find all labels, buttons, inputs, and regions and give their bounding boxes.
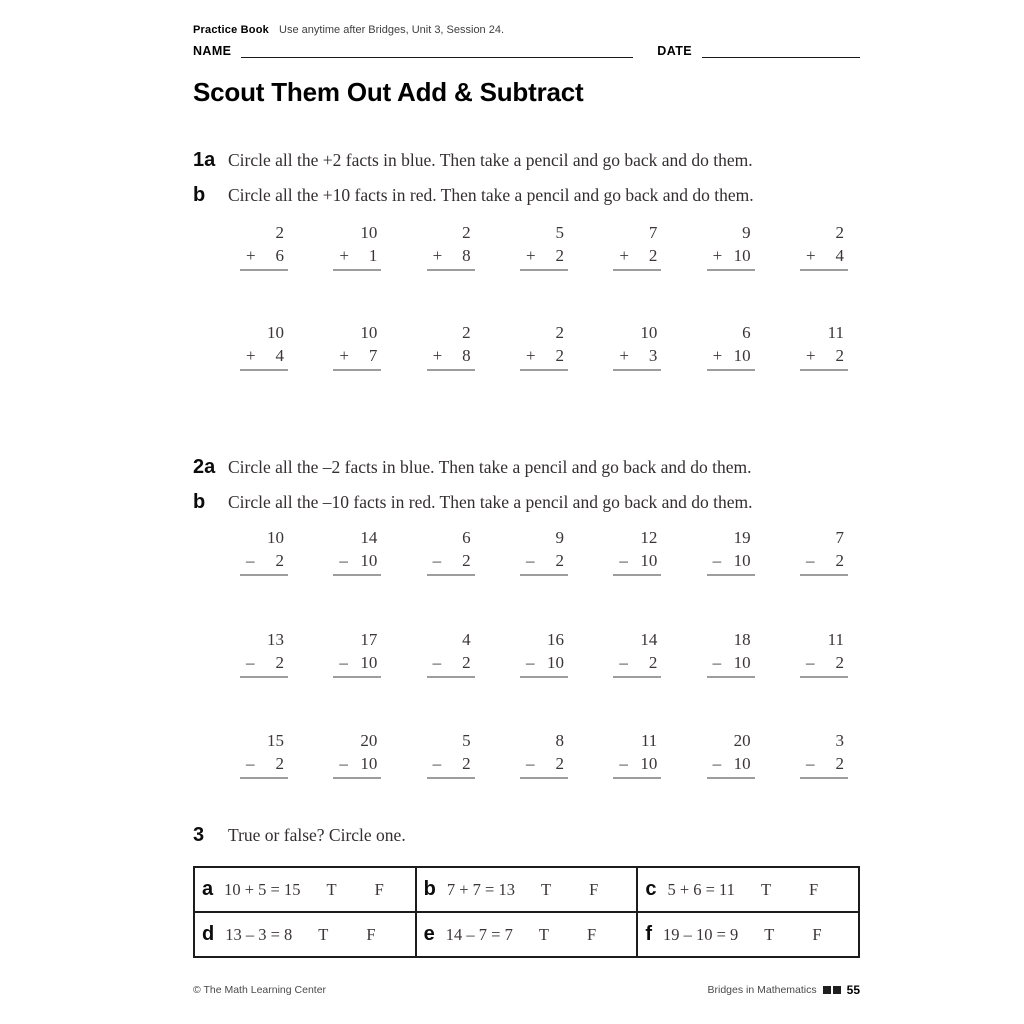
problem-operator: –: [712, 754, 722, 773]
math-problem: [240, 628, 288, 678]
section-2b: [193, 491, 873, 514]
section-2a-label: 2a: [193, 456, 216, 478]
section-1a: [193, 149, 873, 172]
problem-top-number: 14: [360, 528, 378, 547]
true-option: T: [538, 925, 549, 944]
item-equation: 13 – 3 = 8: [225, 925, 293, 944]
math-problem: [240, 729, 288, 779]
problem-bottom-number: 4: [835, 246, 844, 265]
problem-bottom-number: 10: [640, 551, 658, 570]
math-problem: [613, 221, 661, 271]
problem-bottom-number: 2: [462, 653, 471, 672]
copyright-text: © The Math Learning Center: [193, 984, 327, 996]
problem-top-number: 5: [462, 731, 471, 750]
practice-book-header: [193, 24, 504, 36]
problem-operator: –: [619, 653, 628, 672]
math-problem: [707, 321, 755, 371]
problem-bottom-number: 2: [275, 754, 284, 773]
problem-operator: +: [432, 346, 443, 365]
problem-bottom-number: 10: [733, 346, 751, 365]
section-2a-instruction: Circle all the –2 facts in blue. Then take a pencil and go back and do them.: [228, 457, 752, 477]
problem-operator: +: [712, 346, 723, 365]
problem-top-number: 4: [462, 630, 471, 649]
true-false-item-c: [637, 867, 859, 912]
math-problem: [520, 321, 568, 371]
section-1b-instruction: Circle all the +10 facts in red. Then take a pencil and go back and do them.: [228, 185, 754, 205]
false-option: F: [589, 880, 599, 899]
problem-bottom-number: 10: [360, 653, 378, 672]
problem-operator: +: [525, 346, 536, 365]
problem-top-number: 2: [275, 223, 284, 242]
problem-operator: +: [525, 246, 536, 265]
problem-operator: –: [525, 754, 535, 773]
math-problem: [707, 526, 755, 576]
problem-top-number: 7: [835, 528, 844, 547]
false-option: F: [586, 925, 597, 944]
answer-blank-line: [427, 269, 475, 271]
section-1b-label: b: [193, 184, 206, 206]
answer-blank-line: [707, 269, 755, 271]
problem-top-number: 11: [827, 630, 844, 649]
problem-operator: –: [432, 653, 442, 672]
problem-top-number: 17: [360, 630, 378, 649]
true-false-item-d: [194, 912, 416, 957]
problem-operator: +: [246, 246, 256, 265]
problem-bottom-number: 2: [275, 653, 284, 672]
item-equation: 14 – 7 = 7: [445, 925, 513, 944]
problem-operator: –: [712, 551, 722, 570]
problem-top-number: 2: [835, 223, 844, 242]
math-problem: [800, 628, 848, 678]
problem-top-number: 10: [360, 323, 378, 342]
problem-operator: +: [619, 246, 629, 265]
math-problem: [800, 321, 848, 371]
problem-bottom-number: 10: [733, 551, 751, 570]
false-option: F: [812, 925, 822, 944]
item-letter: c: [645, 878, 657, 900]
answer-blank-line: [613, 369, 661, 371]
answer-blank-line: [707, 777, 755, 779]
answer-blank-line: [240, 369, 288, 371]
problem-operator: +: [432, 246, 443, 265]
answer-blank-line: [427, 777, 475, 779]
math-problem: [240, 221, 288, 271]
problem-operator: –: [619, 754, 628, 773]
problem-bottom-number: 2: [555, 754, 564, 773]
problem-bottom-number: 2: [275, 551, 284, 570]
series-squares-icon: [823, 986, 841, 994]
problem-operator: –: [525, 551, 535, 570]
problem-bottom-number: 7: [368, 346, 378, 365]
date-blank-line: [702, 43, 860, 58]
subtraction-problems-row-2: [240, 628, 848, 678]
answer-blank-line: [613, 676, 661, 678]
math-problem: [613, 628, 661, 678]
addition-problems-row-1: [240, 221, 848, 271]
problem-bottom-number: 8: [462, 346, 471, 365]
problem-operator: +: [619, 346, 629, 365]
problem-operator: +: [339, 246, 349, 265]
problem-top-number: 5: [555, 223, 564, 242]
math-problem: [520, 729, 568, 779]
item-equation: 7 + 7 = 13: [446, 880, 515, 899]
answer-blank-line: [333, 369, 381, 371]
math-problem: [333, 628, 381, 678]
problem-operator: –: [805, 754, 815, 773]
answer-blank-line: [613, 574, 661, 576]
math-problem: [333, 321, 381, 371]
problem-operator: –: [805, 551, 815, 570]
answer-blank-line: [520, 574, 568, 576]
problem-top-number: 7: [648, 223, 658, 242]
math-problem: [240, 321, 288, 371]
footer-right: [708, 983, 861, 997]
problem-bottom-number: 10: [733, 653, 751, 672]
section-2a: [193, 456, 873, 479]
name-date-row: [193, 43, 860, 58]
problem-top-number: 2: [555, 323, 564, 342]
problem-bottom-number: 4: [275, 346, 284, 365]
problem-top-number: 2: [462, 323, 471, 342]
section-3-label: 3: [193, 824, 205, 846]
subtraction-problems-row-3: [240, 729, 848, 779]
math-problem: [707, 628, 755, 678]
math-problem: [613, 321, 661, 371]
answer-blank-line: [800, 574, 848, 576]
problem-operator: +: [339, 346, 349, 365]
math-problem: [613, 729, 661, 779]
problem-operator: +: [805, 246, 816, 265]
problem-bottom-number: 10: [546, 653, 564, 672]
answer-blank-line: [240, 269, 288, 271]
item-letter: f: [645, 923, 652, 945]
problem-top-number: 3: [835, 731, 844, 750]
answer-blank-line: [613, 777, 661, 779]
problem-operator: +: [805, 346, 816, 365]
problem-bottom-number: 2: [462, 754, 471, 773]
answer-blank-line: [707, 574, 755, 576]
answer-blank-line: [427, 574, 475, 576]
item-equation: 19 – 10 = 9: [662, 925, 739, 944]
math-problem: [333, 526, 381, 576]
problem-top-number: 8: [555, 731, 564, 750]
math-problem: [333, 729, 381, 779]
math-problem: [520, 526, 568, 576]
math-problem: [240, 526, 288, 576]
true-false-row-2: [194, 912, 859, 957]
math-problem: [427, 628, 475, 678]
math-problem: [800, 221, 848, 271]
problem-operator: –: [246, 551, 255, 570]
problem-bottom-number: 10: [640, 754, 658, 773]
true-false-item-e: [416, 912, 638, 957]
true-false-item-f: [637, 912, 859, 957]
problem-bottom-number: 2: [555, 346, 564, 365]
math-problem: [520, 628, 568, 678]
math-problem: [427, 221, 475, 271]
problem-bottom-number: 2: [835, 653, 844, 672]
problem-operator: –: [339, 653, 348, 672]
false-option: F: [366, 925, 376, 944]
problem-top-number: 10: [640, 323, 658, 342]
name-label: NAME: [193, 44, 232, 58]
problem-top-number: 18: [733, 630, 751, 649]
problem-top-number: 16: [546, 630, 564, 649]
problem-top-number: 2: [462, 223, 471, 242]
math-problem: [427, 526, 475, 576]
problem-bottom-number: 10: [360, 754, 378, 773]
page-number: 55: [846, 983, 860, 997]
true-false-row-1: [194, 867, 859, 912]
problem-operator: –: [432, 754, 442, 773]
problem-operator: +: [712, 246, 723, 265]
problem-bottom-number: 10: [360, 551, 378, 570]
section-3-instruction: True or false? Circle one.: [228, 825, 406, 845]
answer-blank-line: [800, 369, 848, 371]
page-footer: [193, 983, 860, 997]
subtraction-problems-row-1: [240, 526, 848, 576]
true-false-table: [193, 866, 860, 958]
problem-bottom-number: 6: [275, 246, 284, 265]
problem-bottom-number: 2: [555, 551, 564, 570]
section-2b-instruction: Circle all the –10 facts in red. Then take a pencil and go back and do them.: [228, 492, 753, 512]
problem-top-number: 11: [640, 731, 658, 750]
problem-bottom-number: 8: [462, 246, 471, 265]
problem-top-number: 20: [733, 731, 751, 750]
date-label: DATE: [657, 44, 692, 58]
problem-top-number: 11: [827, 323, 844, 342]
answer-blank-line: [427, 369, 475, 371]
addition-problems-row-2: [240, 321, 848, 371]
problem-bottom-number: 2: [835, 551, 844, 570]
problem-top-number: 10: [267, 323, 284, 342]
problem-operator: –: [339, 754, 348, 773]
section-1a-label: 1a: [193, 149, 216, 171]
section-1a-instruction: Circle all the +2 facts in blue. Then take a pencil and go back and do them.: [228, 150, 753, 170]
problem-bottom-number: 2: [555, 246, 564, 265]
item-equation: 5 + 6 = 11: [667, 880, 735, 899]
true-option: T: [764, 925, 775, 944]
problem-bottom-number: 3: [648, 346, 658, 365]
answer-blank-line: [333, 777, 381, 779]
false-option: F: [809, 880, 819, 899]
item-letter: b: [423, 878, 436, 900]
true-option: T: [318, 925, 329, 944]
false-option: F: [374, 880, 384, 899]
math-problem: [613, 526, 661, 576]
answer-blank-line: [707, 369, 755, 371]
problem-bottom-number: 2: [835, 346, 844, 365]
answer-blank-line: [333, 269, 381, 271]
item-letter: a: [202, 878, 214, 900]
answer-blank-line: [427, 676, 475, 678]
problem-operator: –: [525, 653, 535, 672]
section-2b-label: b: [193, 491, 206, 513]
problem-top-number: 6: [742, 323, 751, 342]
answer-blank-line: [800, 777, 848, 779]
answer-blank-line: [707, 676, 755, 678]
item-equation: 10 + 5 = 15: [224, 880, 301, 899]
problem-top-number: 14: [640, 630, 658, 649]
problem-operator: –: [339, 551, 348, 570]
math-problem: [800, 729, 848, 779]
answer-blank-line: [520, 676, 568, 678]
answer-blank-line: [800, 676, 848, 678]
math-problem: [427, 729, 475, 779]
problem-bottom-number: 2: [648, 246, 658, 265]
problem-top-number: 9: [742, 223, 751, 242]
answer-blank-line: [520, 777, 568, 779]
problem-top-number: 13: [267, 630, 284, 649]
math-problem: [707, 729, 755, 779]
math-problem: [520, 221, 568, 271]
answer-blank-line: [240, 574, 288, 576]
practice-book-note: Use anytime after Bridges, Unit 3, Session 24.: [279, 24, 505, 36]
problem-bottom-number: 2: [835, 754, 844, 773]
math-problem: [427, 321, 475, 371]
problem-operator: –: [246, 653, 255, 672]
problem-top-number: 9: [555, 528, 564, 547]
problem-top-number: 20: [360, 731, 378, 750]
section-3: [193, 824, 873, 847]
true-false-item-b: [416, 867, 638, 912]
page-title: Scout Them Out Add & Subtract: [193, 77, 584, 107]
problem-operator: –: [246, 754, 255, 773]
practice-book-label: Practice Book: [193, 24, 269, 36]
answer-blank-line: [520, 269, 568, 271]
math-problem: [707, 221, 755, 271]
problem-top-number: 19: [733, 528, 751, 547]
true-option: T: [326, 880, 337, 899]
problem-bottom-number: 2: [462, 551, 471, 570]
problem-bottom-number: 1: [368, 246, 378, 265]
problem-top-number: 10: [267, 528, 284, 547]
math-problem: [333, 221, 381, 271]
problem-operator: –: [712, 653, 722, 672]
series-title: Bridges in Mathematics: [707, 984, 817, 996]
problem-operator: –: [432, 551, 442, 570]
item-letter: d: [202, 923, 215, 945]
answer-blank-line: [520, 369, 568, 371]
answer-blank-line: [333, 676, 381, 678]
item-letter: e: [423, 923, 435, 945]
name-blank-line: [241, 43, 633, 58]
problem-top-number: 10: [360, 223, 378, 242]
problem-bottom-number: 2: [648, 653, 658, 672]
true-option: T: [541, 880, 552, 899]
problem-operator: –: [619, 551, 628, 570]
true-option: T: [760, 880, 772, 899]
problem-top-number: 12: [640, 528, 658, 547]
problem-operator: +: [246, 346, 256, 365]
answer-blank-line: [800, 269, 848, 271]
answer-blank-line: [333, 574, 381, 576]
true-false-item-a: [194, 867, 416, 912]
problem-top-number: 15: [267, 731, 284, 750]
answer-blank-line: [240, 676, 288, 678]
math-problem: [800, 526, 848, 576]
problem-operator: –: [805, 653, 815, 672]
answer-blank-line: [613, 269, 661, 271]
answer-blank-line: [240, 777, 288, 779]
problem-bottom-number: 10: [733, 246, 751, 265]
problem-top-number: 6: [462, 528, 471, 547]
problem-bottom-number: 10: [733, 754, 751, 773]
section-1b: [193, 184, 873, 207]
